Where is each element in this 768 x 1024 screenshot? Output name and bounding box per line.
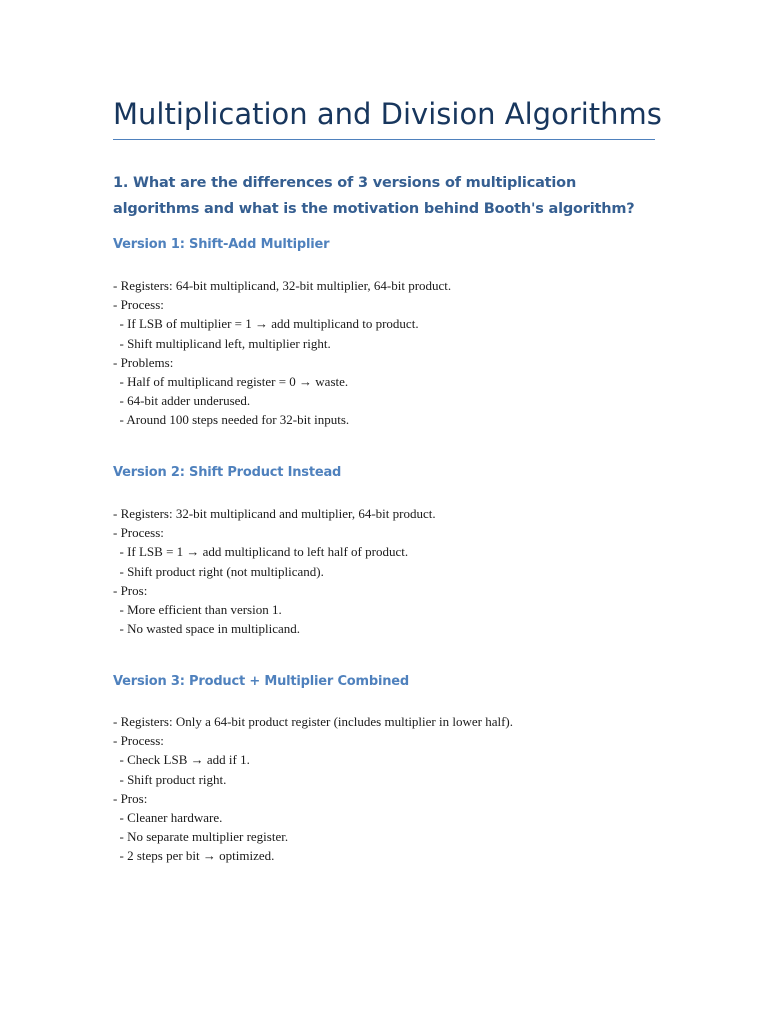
section-version-2 (113, 463, 655, 637)
body-line: - If LSB of multiplier = 1 → add multiplicand to product. (113, 316, 419, 332)
section-body (113, 712, 513, 866)
body-line: - Around 100 steps needed for 32-bit inputs. (113, 412, 350, 428)
body-line: - Shift product right (not multiplicand). (113, 563, 324, 579)
body-line: - Process: (113, 733, 164, 749)
body-line: - Cleaner hardware. (113, 809, 223, 825)
body-line: - 2 steps per bit → optimized. (113, 848, 275, 864)
body-line: - Shift multiplicand left, multiplier right. (113, 335, 331, 351)
body-line: - Problems: (113, 354, 174, 370)
body-line: - If LSB = 1 → add multiplicand to left half of product. (113, 544, 409, 560)
question-heading: 1. What are the differences of 3 versions of multiplication algorithms and what is the motivation behind Booth's algorithm? (113, 175, 635, 217)
body-line: - Registers: 32-bit multiplicand and multiplier, 64-bit product. (113, 506, 436, 521)
body-line: - Registers: 64-bit multiplicand, 32-bit multiplier, 64-bit product. (113, 278, 452, 293)
body-line: - Registers: Only a 64-bit product register (includes multiplier in lower half). (113, 714, 514, 729)
section-body (113, 504, 436, 638)
body-line: - Shift product right. (113, 771, 227, 787)
body-line: - Process: (113, 297, 164, 313)
body-line: - No wasted space in multiplicand. (113, 621, 301, 637)
section-body (113, 276, 451, 430)
body-line: - Process: (113, 525, 164, 541)
section-heading: Version 1: Shift-Add Multiplier (113, 237, 330, 252)
section-version-3 (113, 672, 655, 864)
title-underline (113, 139, 655, 140)
body-line: - 64-bit adder underused. (113, 393, 251, 409)
section-heading: Version 3: Product + Multiplier Combined (113, 674, 409, 689)
section-version-1 (113, 235, 655, 428)
body-line: - Check LSB → add if 1. (113, 752, 250, 768)
body-line: - More efficient than version 1. (113, 601, 282, 617)
body-line: - Half of multiplicand register = 0 → waste. (113, 373, 349, 389)
document-title: Multiplication and Division Algorithms (113, 97, 662, 131)
body-line: - No separate multiplier register. (113, 829, 289, 845)
body-line: - Pros: (113, 790, 148, 806)
section-heading: Version 2: Shift Product Instead (113, 465, 342, 480)
body-line: - Pros: (113, 582, 148, 598)
